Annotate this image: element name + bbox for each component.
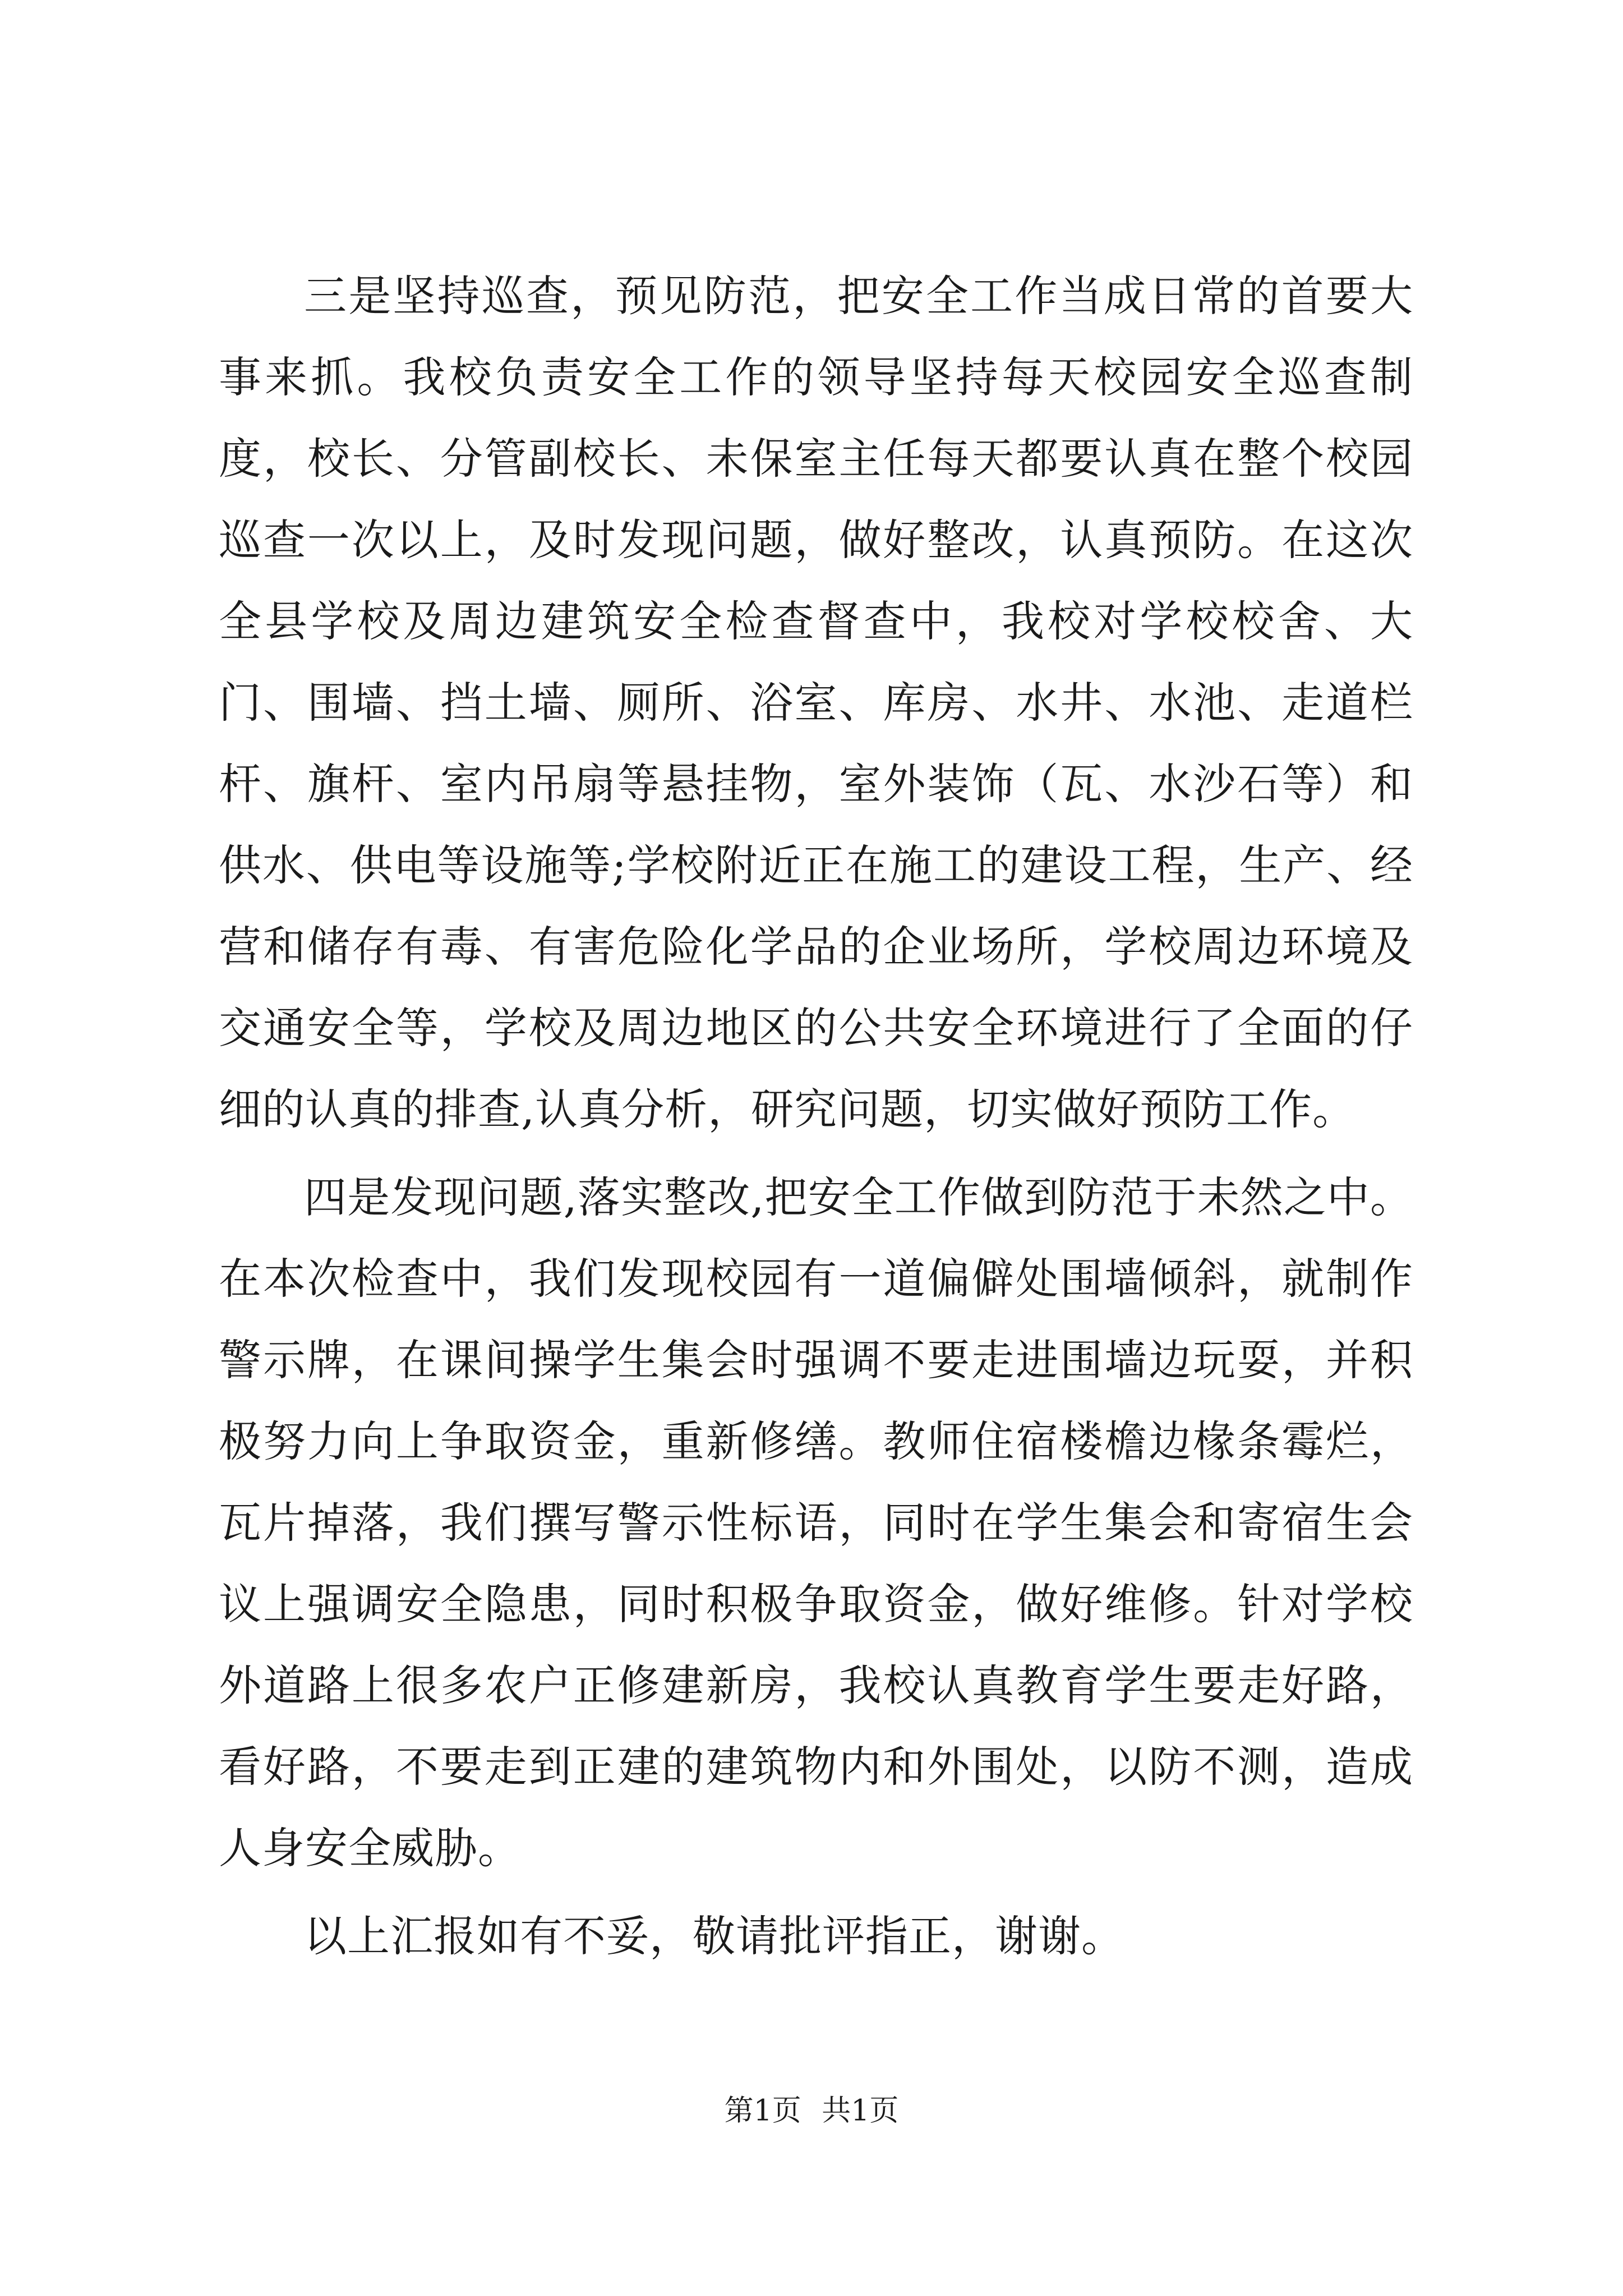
paragraph-patrol: 三是坚持巡查，预见防范，把安全工作当成日常的首要大事来抓。我校负责安全工作的领导坚持每天校园安全巡查制度，校长、分管副校长、未保室主任每天都要认真在整个校园巡查一次以上，及时发现问题，做好整改，认真预防。在这次全县学校及周边建筑安全检查督查中，我校对学校校舍、大门、围墙、挡土墙、厕所、浴室、库房、水井、水池、走道栏杆、旗杆、室内吊扇等悬挂物，室外装饰（瓦、水沙石等）和供水、供电等设施等;学校附近正在施工的建设工程，生产、经营和储存有毒、有害危险化学品的企业场所，学校周边环境及交通安全等，学校及周边地区的公共安全环境进行了全面的仔细的认真的排查,认真分析，研究问题，切实做好预防工作。 (219, 271, 1413, 1134)
page-footer (0, 2091, 1623, 2131)
document-body (219, 255, 1413, 1984)
page-number: 第1页 (724, 2094, 801, 2128)
page-total: 共1页 (822, 2094, 899, 2128)
paragraph-rectification: 四是发现问题,落实整改,把安全工作做到防范于未然之中。在本次检查中，我们发现校园有一道偏僻处围墙倾斜，就制作警示牌，在课间操学生集会时强调不要走进围墙边玩耍，并积极努力向上争取资金，重新修缮。教师住宿楼檐边椽条霉烂，瓦片掉落，我们撰写警示性标语，同时在学生集会和寄宿生会议上强调安全隐患，同时积极争取资金，做好维修。针对学校外道路上很多农户正修建新房，我校认真教育学生要走好路，看好路，不要走到正建的建筑物内和外围处，以防不测，造成人身安全威胁。 (219, 1172, 1413, 1873)
paragraph-closing: 以上汇报如有不妥，敬请批评指正，谢谢。 (304, 1911, 1124, 1961)
